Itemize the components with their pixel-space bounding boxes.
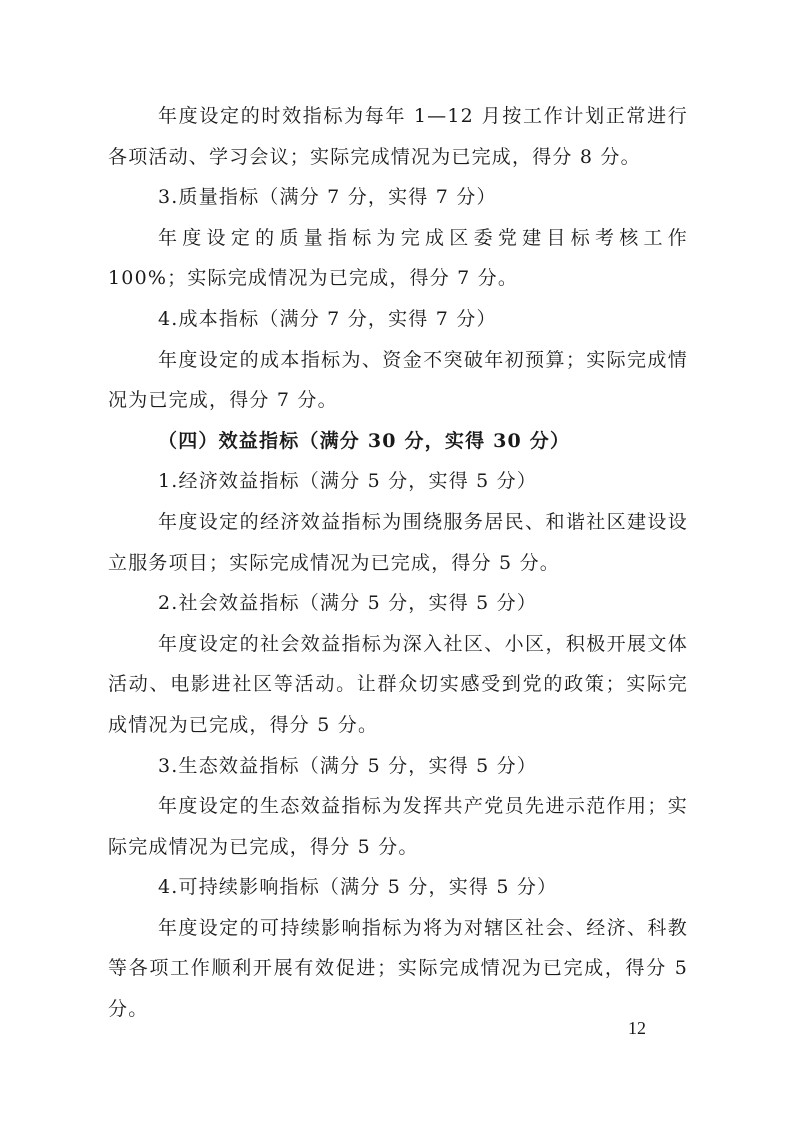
section-heading-benefit-indicators: （四）效益指标（满分 30 分，实得 30 分） bbox=[158, 429, 571, 452]
paragraph-cost-desc: 年度设定的成本指标为、资金不突破年初预算；实际完成情况为已完成，得分 7 分。 bbox=[108, 348, 688, 412]
page-number: 12 bbox=[628, 1018, 646, 1038]
document-body bbox=[108, 96, 688, 1030]
heading-ecological-benefit: 3.生态效益指标（满分 5 分，实得 5 分） bbox=[158, 754, 538, 777]
paragraph-quality-desc: 年度设定的质量指标为完成区委党建目标考核工作 100%；实际完成情况为已完成，得分 7 分。 bbox=[108, 226, 688, 290]
paragraph-timeliness-desc: 年度设定的时效指标为每年 1—12 月按工作计划正常进行各项活动、学习会议；实际完成情况为已完成，得分 8 分。 bbox=[108, 105, 688, 168]
paragraph-social-benefit-desc: 年度设定的社会效益指标为深入社区、小区，积极开展文体活动、电影进社区等活动。让群众切实感受到党的政策；实际完成情况为已完成，得分 5 分。 bbox=[108, 632, 688, 736]
heading-economic-benefit: 1.经济效益指标（满分 5 分，实得 5 分） bbox=[158, 470, 538, 493]
paragraph-sustainable-impact-desc: 年度设定的可持续影响指标为将为对辖区社会、经济、科教等各项工作顺利开展有效促进；实际完成情况为已完成，得分 5 分。 bbox=[108, 916, 688, 1021]
heading-cost-indicator: 4.成本指标（满分 7 分，实得 7 分） bbox=[158, 307, 497, 330]
heading-sustainable-impact: 4.可持续影响指标（满分 5 分，实得 5 分） bbox=[158, 876, 558, 899]
paragraph-ecological-benefit-desc: 年度设定的生态效益指标为发挥共产党员先进示范作用；实际完成情况为已完成，得分 5 分。 bbox=[108, 795, 688, 858]
heading-social-benefit: 2.社会效益指标（满分 5 分，实得 5 分） bbox=[158, 592, 538, 615]
paragraph-economic-benefit-desc: 年度设定的经济效益指标为围绕服务居民、和谐社区建设设立服务项目；实际完成情况为已完成，得分 5 分。 bbox=[108, 510, 688, 574]
heading-quality-indicator: 3.质量指标（满分 7 分，实得 7 分） bbox=[158, 186, 497, 209]
